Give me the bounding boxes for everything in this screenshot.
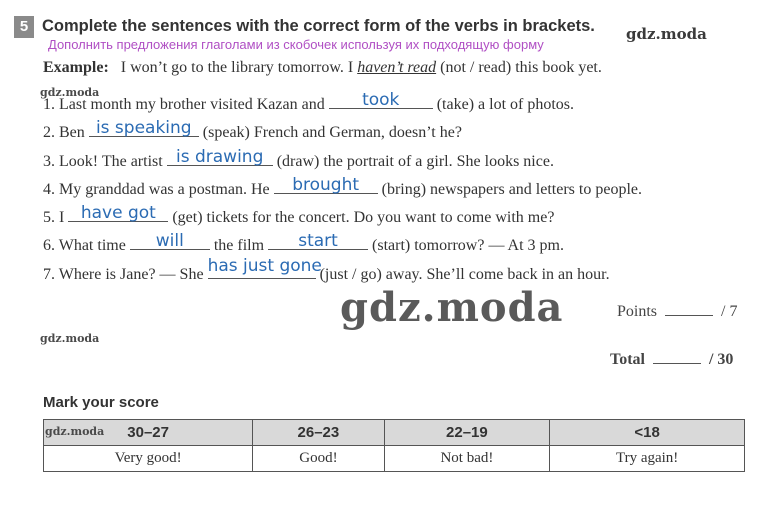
sentence-text: (bring) newspapers and letters to people. [381,181,642,198]
sentence-2 [43,118,462,142]
answer-blank[interactable] [68,203,168,223]
answer-text: have got [80,203,156,223]
watermark-small: gdz.moda [45,425,105,438]
answer-text: is drawing [176,147,264,167]
sentence-text: Where is Jane? — She [58,266,204,283]
answer-text: will [155,231,184,251]
sentence-text: (get) tickets for the concert. Do you want to come with me? [172,209,555,226]
sentence-text: I [59,209,65,226]
sentence-number: 7. [43,266,55,283]
sentence-number: 2. [43,124,55,141]
score-range-cell: 22–19 [384,420,550,446]
score-range-cell: 26–23 [253,420,384,446]
sentence-text: (take) a lot of photos. [436,96,575,113]
sentence-text: Last month my brother visited Kazan and [59,96,325,113]
task-number: 5 [14,16,34,38]
sentence-text: (speak) French and German, doesn’t he? [202,124,462,141]
score-label-cell: Try again! [550,446,745,472]
answer-text: has just gone [207,256,322,276]
score-range-cell: <18 [550,420,745,446]
total-max: / 30 [708,351,734,368]
answer-blank[interactable] [89,118,199,138]
sentence-6 [43,231,564,255]
score-label-cell: Very good! [44,446,253,472]
score-label-cell: Not bad! [384,446,550,472]
watermark-small: gdz.moda [40,332,100,345]
sentence-text: (draw) the portrait of a girl. She looks nice. [276,153,554,170]
score-label-cell: Good! [253,446,384,472]
total-blank[interactable] [653,351,701,364]
sentence-4 [43,175,642,199]
score-range-row [44,420,745,446]
score-range-cell: 30–27 [44,420,253,446]
answer-text: is speaking [95,118,192,138]
sentence-number: 3. [43,153,55,170]
answer-blank[interactable] [207,256,322,279]
score-label-row [44,446,745,472]
points-max: / 7 [721,303,738,320]
example-label: Example: [43,59,109,76]
sentence-number: 6. [43,237,55,254]
example-answer: haven’t read [357,59,437,76]
sentence-text: the film [213,237,265,254]
answer-blank[interactable] [130,231,210,251]
sentence-5 [43,203,555,227]
example-text-after: (not / read) this book yet. [440,59,602,76]
answer-blank[interactable] [329,90,433,110]
total-label: Total [610,351,645,368]
answer-blank[interactable] [167,147,273,167]
sentence-text: What time [58,237,126,254]
sentence-text: Look! The artist [59,153,163,170]
score-table [43,419,745,472]
watermark-small: gdz.moda [40,86,100,99]
sentence-text: My granddad was a postman. He [59,181,270,198]
task-title: Complete the sentences with the correct form of the verbs in brackets. [42,17,595,35]
total-line [610,351,733,369]
points-line [617,303,737,321]
points-label: Points [617,303,658,320]
sentence-number: 5. [43,209,55,226]
sentence-text: (start) tomorrow? — At 3 pm. [372,237,564,254]
sentence-number: 4. [43,181,55,198]
answer-text: start [298,231,338,251]
sentence-text: (just / go) away. She’ll come back in an hour. [319,266,610,283]
watermark-large: gdz.moda [340,284,564,331]
sentence-7 [43,256,610,284]
sentence-3 [43,147,554,171]
sentence-text: Ben [59,124,85,141]
sentence-number: 1. [43,96,55,113]
answer-blank[interactable] [274,175,378,195]
watermark-top: gdz.moda [626,25,707,43]
answer-text: took [362,90,400,110]
answer-blank[interactable] [268,231,368,251]
answer-text: brought [292,175,360,195]
example-text-before: I won’t go to the library tomorrow. I [120,59,354,76]
points-blank[interactable] [665,303,713,316]
task-subtitle: Дополнить предложения глаголами из скобочек используя их подходящую форму [48,37,544,52]
score-title: Mark your score [43,394,159,411]
example-line [43,59,602,77]
